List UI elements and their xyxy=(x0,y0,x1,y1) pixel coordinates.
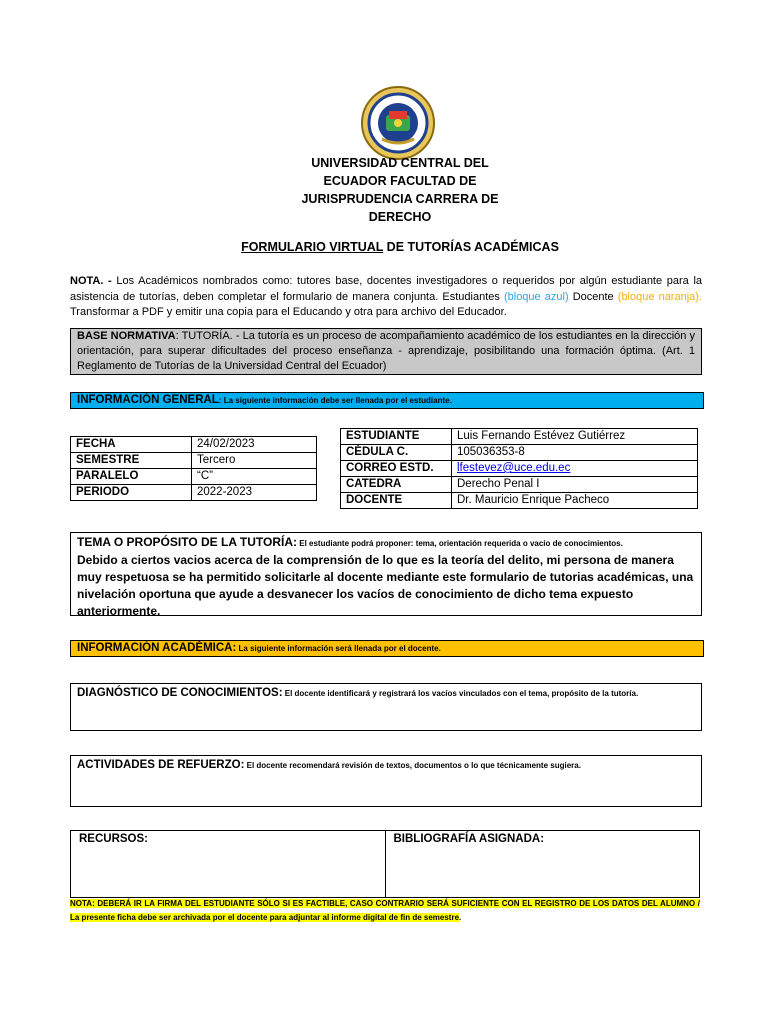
orange-block-label: (bloque naranja). xyxy=(617,290,702,303)
bibliografia-label: BIBLIOGRAFÍA ASIGNADA: xyxy=(393,833,545,845)
tema-box[interactable] xyxy=(70,532,702,616)
student-period-table xyxy=(70,436,317,501)
table-row xyxy=(71,469,317,485)
general-info-band xyxy=(70,392,704,409)
general-info-heading: INFORMACIÓN GENERAL xyxy=(77,394,219,406)
recursos-label: RECURSOS: xyxy=(79,833,149,845)
field-label: PERIODO xyxy=(71,485,192,501)
academic-info-band xyxy=(70,640,704,657)
academic-info-note: La siguiente información será llenada por el docente. xyxy=(236,644,441,653)
field-value[interactable]: 24/02/2023 xyxy=(192,437,317,453)
field-value[interactable]: Dr. Mauricio Enrique Pacheco xyxy=(452,493,698,509)
field-value[interactable]: Tercero xyxy=(192,453,317,469)
actividades-heading: ACTIVIDADES DE REFUERZO: xyxy=(77,759,245,771)
title-line: ECUADOR FACULTAD DE xyxy=(323,174,477,188)
field-label: PARALELO xyxy=(71,469,192,485)
field-value[interactable]: 2022-2023 xyxy=(192,485,317,501)
table-row xyxy=(71,453,317,469)
field-label: CÉDULA C. xyxy=(341,445,452,461)
nota-label: NOTA. - xyxy=(70,275,112,287)
email-link[interactable]: lfestevez@uce.edu.ec xyxy=(457,462,571,474)
tema-heading: TEMA O PROPÓSITO DE LA TUTORÍA: xyxy=(77,535,298,549)
form-title-rest: DE TUTORÍAS ACADÉMICAS xyxy=(383,240,559,254)
form-title-underlined: FORMULARIO VIRTUAL xyxy=(241,240,384,254)
final-note-text: NOTA: DEBERÁ IR LA FIRMA DEL ESTUDIANTE SÓLO SI ES FACTIBLE, CASO CONTRARIO SERÁ SUFICIENTE CON EL REGISTRO DE LOS DATOS DEL ALUMNO / La presente ficha debe ser archivada por el docente para adjuntar al informe digital de fin de semestre xyxy=(70,899,700,922)
email-cell xyxy=(452,461,698,477)
table-row xyxy=(341,445,698,461)
form-title xyxy=(150,240,650,254)
title-line: UNIVERSIDAD CENTRAL DEL xyxy=(311,156,489,170)
university-title xyxy=(250,154,550,226)
table-row xyxy=(341,493,698,509)
field-label: SEMESTRE xyxy=(71,453,192,469)
field-label: ESTUDIANTE xyxy=(341,429,452,445)
blue-block-label: (bloque azul) xyxy=(503,290,569,303)
bibliografia-cell[interactable] xyxy=(385,831,700,897)
diagnostico-note: El docente identificará y registrará los vacíos vinculados con el tema, propósito de la tutoría. xyxy=(282,689,639,698)
table-row xyxy=(341,461,698,477)
nota-text: Docente xyxy=(568,290,618,303)
tema-body: Debido a ciertos vacios acerca de la comprensión de lo que es la teoría del delito, mi persona de manera muy respetuosa se ha permitido solicitarle al docente mediante este formulario de tutorias académicas, una nivelación oportuna que ayude a desvanecer los vacíos de conocimiento de dicho tema expuesto anteriormente. xyxy=(77,553,694,618)
base-label: BASE NORMATIVA xyxy=(77,330,176,342)
tema-note: El estudiante podrá proponer: tema, orientación requerida o vacío de conocimientos. xyxy=(297,539,623,548)
base-text: : TUTORÍA. - La tutoría es un proceso de acompañamiento académico de los estudiantes en la dirección y orientación, para superar dificultades del proceso enseñanza - aprendizaje, posibilitando una formación óptima. (Art. 1 Reglamento de Tutorías de la Universidad Central del Ecuador) xyxy=(77,330,695,372)
field-label: CATEDRA xyxy=(341,477,452,493)
university-seal-icon xyxy=(360,85,436,161)
diagnostico-box[interactable] xyxy=(70,683,702,731)
diagnostico-heading: DIAGNÓSTICO DE CONOCIMIENTOS: xyxy=(77,687,283,699)
table-row xyxy=(341,429,698,445)
field-label: FECHA xyxy=(71,437,192,453)
field-value[interactable]: Derecho Penal I xyxy=(452,477,698,493)
field-label: CORREO ESTD. xyxy=(341,461,452,477)
table-row xyxy=(71,485,317,501)
actividades-note: El docente recomendará revisión de textos, documentos o lo que técnicamente sugiera. xyxy=(244,761,581,770)
general-info-note: : La siguiente información debe ser llenada por el estudiante. xyxy=(218,396,452,405)
final-note-end: . xyxy=(459,913,462,922)
field-value[interactable]: 105036353-8 xyxy=(452,445,698,461)
table-row xyxy=(71,437,317,453)
resources-table xyxy=(70,830,700,898)
base-normativa-box xyxy=(70,328,702,375)
recursos-cell[interactable] xyxy=(71,831,385,897)
field-value[interactable]: Luis Fernando Estévez Gutiérrez xyxy=(452,429,698,445)
table-row xyxy=(341,477,698,493)
academic-info-heading: INFORMACIÓN ACADÉMICA: xyxy=(77,642,237,654)
title-line: JURISPRUDENCIA CARRERA DE xyxy=(301,192,499,206)
field-value[interactable]: “C” xyxy=(192,469,317,485)
instructions-note xyxy=(70,274,702,321)
nota-text: Los Académicos nombrados como: tutores base, docentes investigadores o requeridos por algún estudiante para la asistencia de tutorías, deben completar el formulario de manera conjunta. Estudiantes xyxy=(70,275,703,303)
field-label: DOCENTE xyxy=(341,493,452,509)
title-line: DERECHO xyxy=(368,210,432,224)
final-note xyxy=(70,897,700,925)
nota-text: Transformar a PDF y emitir una copia para el Educando y otra para archivo del Educador. xyxy=(70,306,507,318)
student-info-table xyxy=(340,428,698,509)
actividades-box[interactable] xyxy=(70,755,702,807)
